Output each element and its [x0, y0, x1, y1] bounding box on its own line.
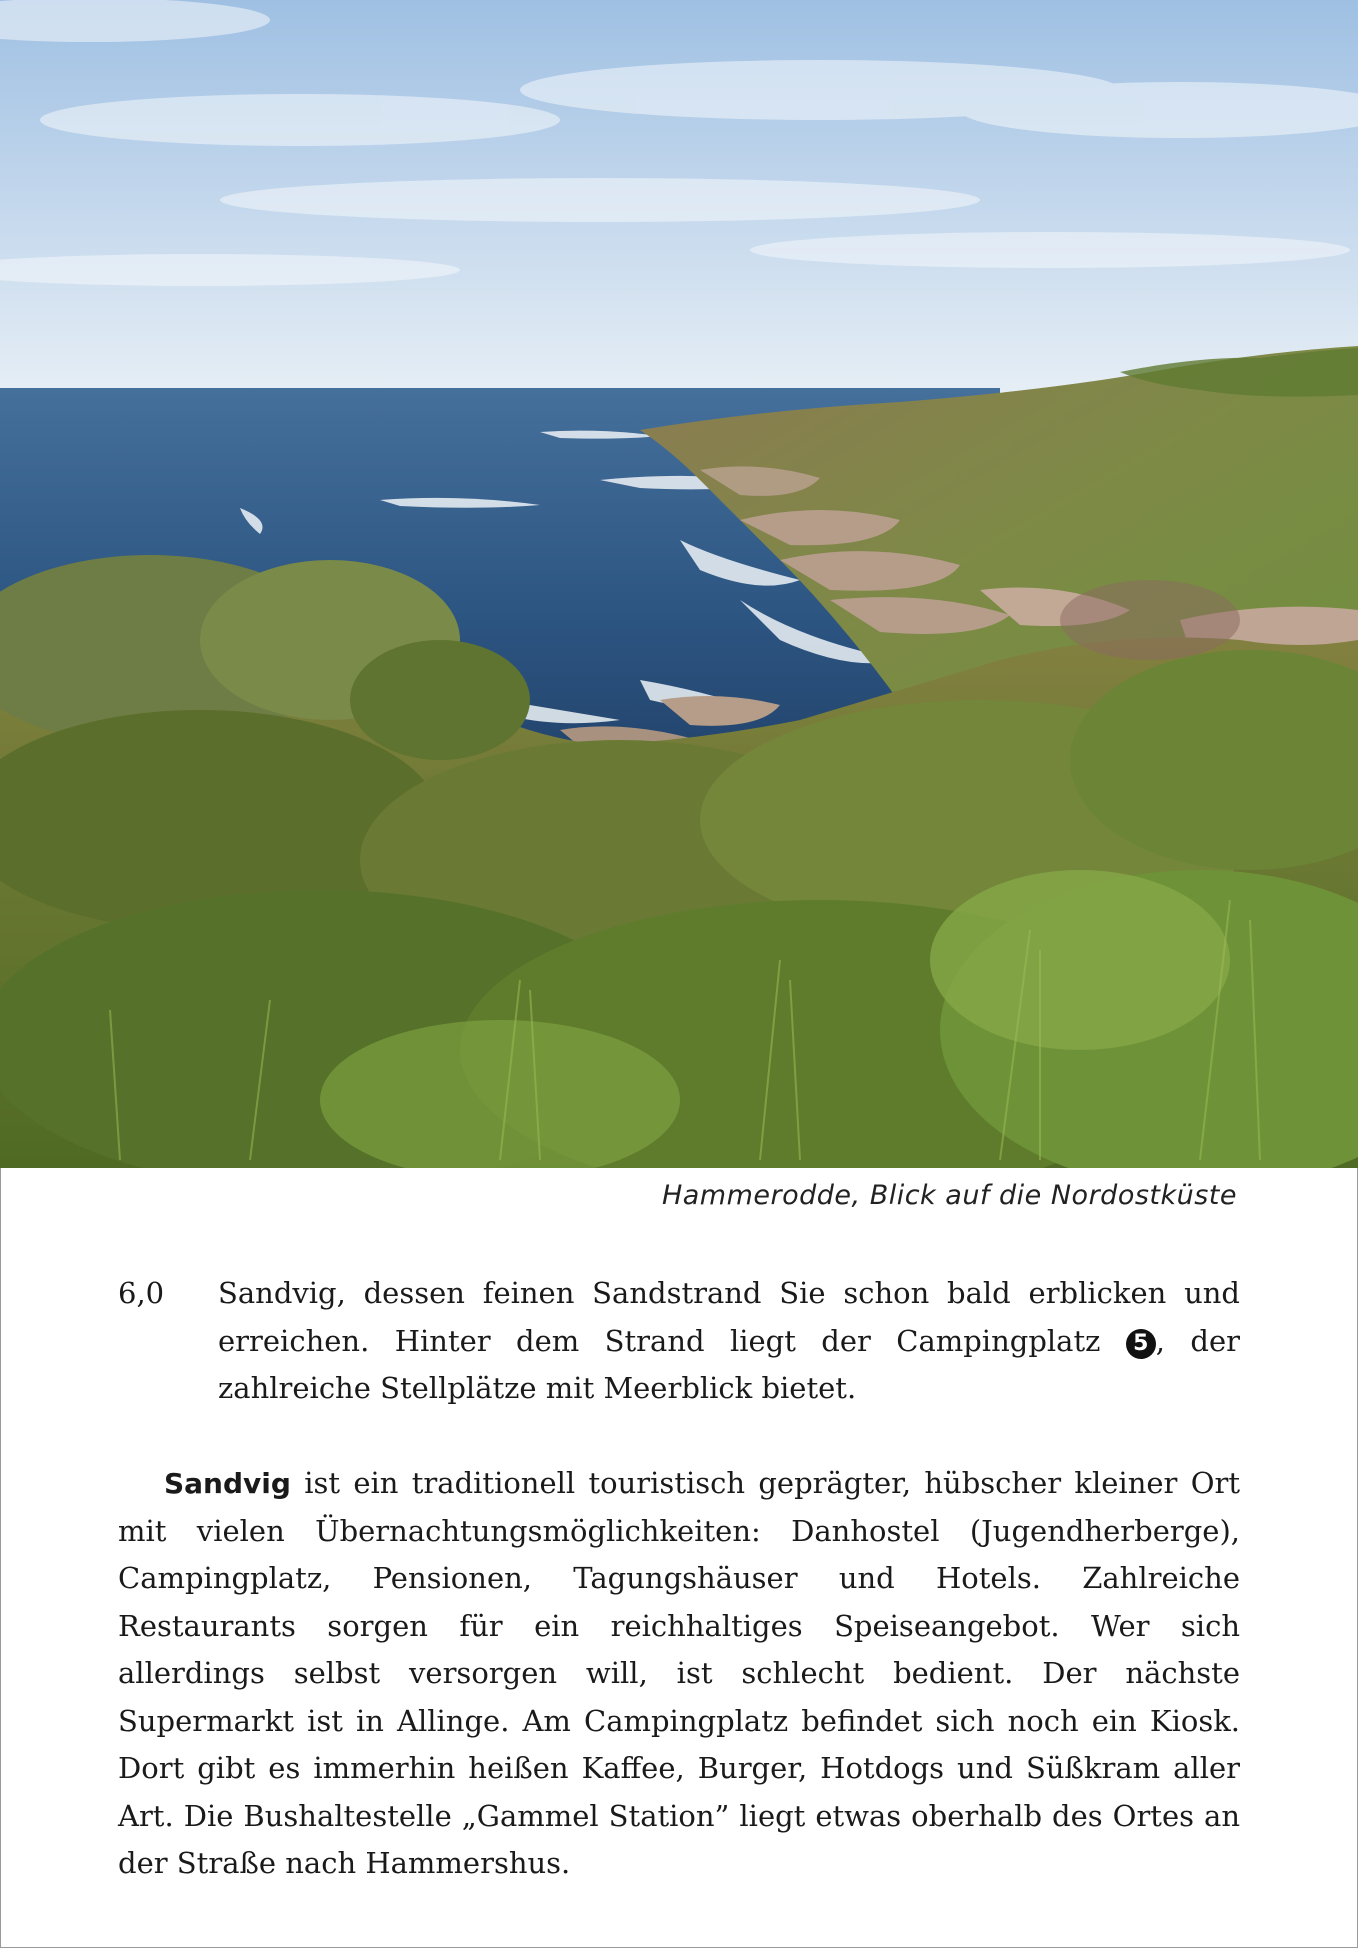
- route-entry: [118, 1270, 1240, 1413]
- route-text-part1: Sandvig, dessen feinen Sandstrand Sie schon bald erblicken und erreichen. Hinter dem Strand liegt der Campingplatz: [218, 1276, 1240, 1358]
- km-marker: 6,0: [118, 1276, 165, 1310]
- route-description: [218, 1270, 1240, 1413]
- paragraph-lead: Sandvig: [164, 1467, 291, 1500]
- paragraph-text: ist ein traditionell touristisch geprägter, hübscher kleiner Ort mit vielen Übernachtungsmöglichkeiten: Danhostel (Jugendherberge), Campingplatz, Pensionen, Tagungshäuser und Hotels. Zahlreiche Restaurants sorgen für ein reichhaltiges Speiseangebot. Wer sich allerdings selbst versorgen will, ist schlecht bedient. Der nächste Supermarkt ist in Allinge. Am Campingplatz befindet sich noch ein Kiosk. Dort gibt es immerhin heißen Kaffee, Burger, Hotdogs und Süßkram aller Art. Die Bushaltestelle „Gammel Station” liegt etwas oberhalb des Ortes an der Straße nach Hammershus.: [118, 1466, 1240, 1880]
- sandvig-paragraph: [118, 1460, 1240, 1888]
- photo-caption: Hammerodde, Blick auf die Nordostküste: [661, 1180, 1237, 1211]
- numbered-badge: 5: [1126, 1329, 1156, 1359]
- route-text-part2: , der zahlreiche Stellplätze mit Meerblick bietet.: [218, 1323, 1241, 1405]
